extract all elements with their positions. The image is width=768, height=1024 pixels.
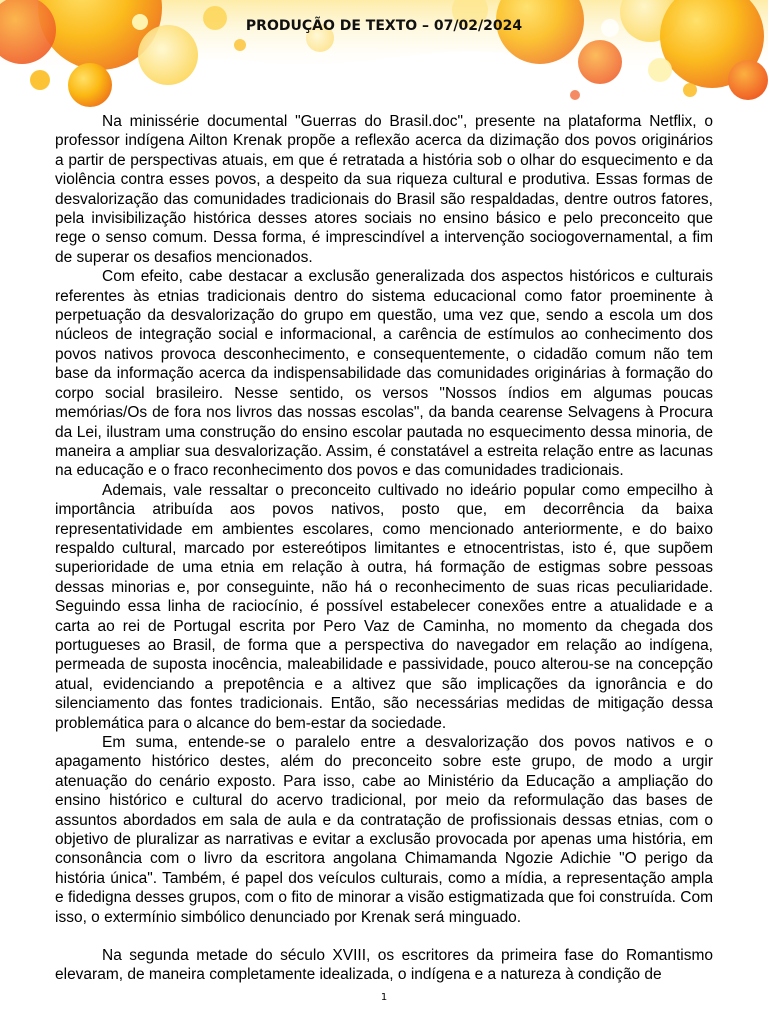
- essay-body: [55, 112, 713, 985]
- paragraph-introduction: Na minissérie documental "Guerras do Brasil.doc", presente na plataforma Netflix, o professor indígena Ailton Krenak propõe a reflexão acerca da dizimação dos povos originários a partir de perspectivas atuais, em que é retratada a história sob o olhar do esquecimento e da violência contra esses povos, a despeito da sua riqueza cultural e produtiva. Essas formas de desvalorização das comunidades tradicionais do Brasil são respaldadas, dentre outros fatores, pela invisibilização histórica desses atores sociais no ensino básico e pelo preconceito que rege o senso comum. Dessa forma, é imprescindível a intervenção sociogovernamental, a fim de superar os desafios mencionados.: [55, 113, 713, 266]
- decorative-bubbles-banner: [0, 0, 768, 110]
- page-number: 1: [380, 992, 388, 1003]
- page-title: PRODUÇÃO DE TEXTO – 07/02/2024: [245, 18, 523, 34]
- paragraph-conclusion: Em suma, entende-se o paralelo entre a desvalorização dos povos nativos e o apagamento histórico destes, além do preconceito sobre este grupo, de modo a urgir atenuação do cenário exposto. Para isso, cabe ao Ministério da Educação a ampliação do ensino histórico e cultural do acervo tradicional, por meio da reformulação das bases de assuntos abordados em sala de aula e da contratação de profissionais dessas etnias, com o objetivo de pluralizar as narrativas e evitar a exclusão provocada por apenas uma história, em consonância com o livro da escritora angolana Chimamanda Ngozie Adichie "O perigo da história única". Também, é papel dos veículos culturais, como a mídia, a representação ampla e fidedigna desses grupos, com o fito de minorar a visão estigmatizada que foi construída. Com isso, o extermínio simbólico denunciado por Krenak será minguado.: [55, 734, 713, 926]
- paragraph-next-essay-start: Na segunda metade do século XVIII, os escritores da primeira fase do Romantismo elevaram, de maneira completamente idealizada, o indígena e a natureza à condição de: [55, 947, 713, 984]
- paragraph-development-1: Com efeito, cabe destacar a exclusão generalizada dos aspectos históricos e culturais referentes às etnias tradicionais dentro do sistema educacional como fator proeminente à perpetuação da desvalorização do grupo em questão, uma vez que, sendo a escola um dos núcleos de integração social e informacional, a carência de estímulos ao conhecimento dos povos nativos provoca desconhecimento, e consequentemente, o cidadão comum não tem base da informação acerca da indispensabilidade das comunidades originárias à formação do corpo social brasileiro. Nesse sentido, os versos "Nossos índios em algumas poucas memórias/Os de fora nos livros das nossas escolas", da banda cearense Selvagens à Procura da Lei, ilustram uma construção do ensino escolar pautada no esquecimento dessa minoria, de maneira a ampliar sua desvalorização. Assim, é constatável a estreita relação entre as lacunas na educação e o fraco reconhecimento dos povos e das comunidades tradicionais.: [55, 268, 713, 480]
- paragraph-development-2: Ademais, vale ressaltar o preconceito cultivado no ideário popular como empecilho à importância atribuída aos povos nativos, posto que, em decorrência da baixa representatividade em ambientes escolares, como mencionado anteriormente, e do baixo respaldo cultural, marcado por estereótipos limitantes e etnocentristas, isto é, que supõem superioridade de uma etnia em relação à outra, há formação de estigmas sobre pessoas dessas minorias e, por conseguinte, não há o reconhecimento de suas ricas peculiaridade. Seguindo essa linha de raciocínio, é possível estabelecer conexões entre a atualidade e a carta ao rei de Portugal escrita por Pero Vaz de Caminha, no momento da chegada dos portugueses ao Brasil, de forma que a perspectiva do navegador em relação ao indígena, permeada de suposta inocência, maleabilidade e passividade, pouco alterou-se na concepção atual, evidenciando a prepotência e a altivez que são implicações da ignorância e do silenciamento das fontes tradicionais. Então, são necessárias medidas de mitigação dessa problemática para o alcance do bem-estar da sociedade.: [55, 481, 713, 732]
